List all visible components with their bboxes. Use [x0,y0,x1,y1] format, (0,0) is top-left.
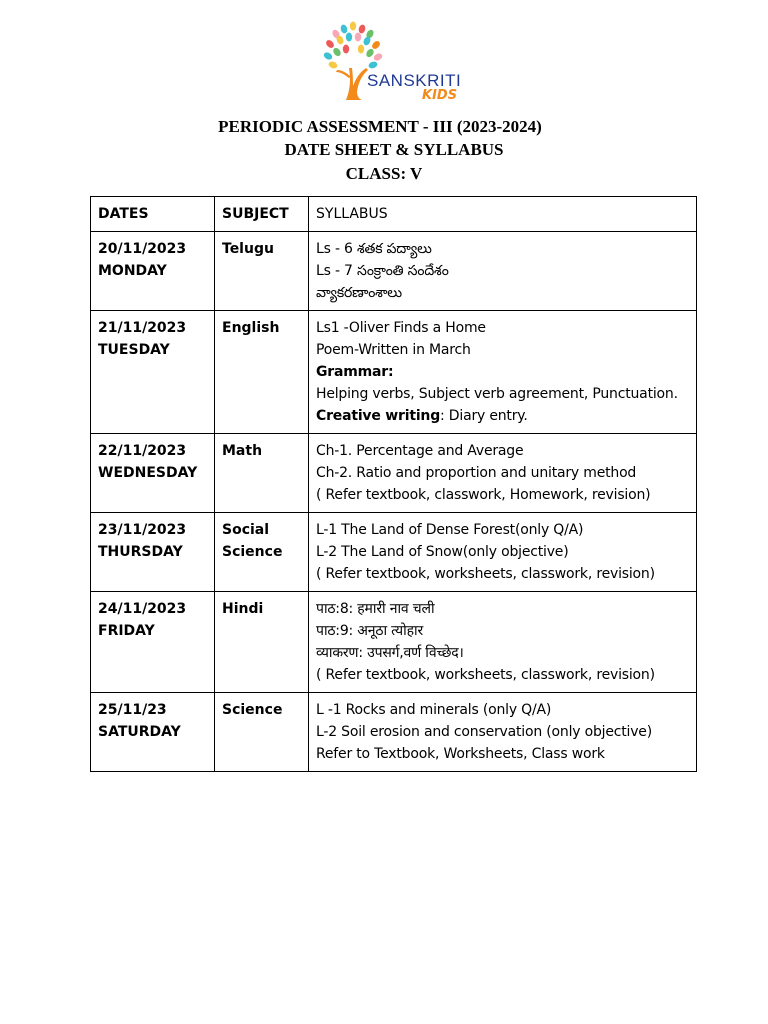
syllabus-text: Ch-2. Ratio and proportion and unitary method [316,465,637,481]
syllabus-text: L-2 The Land of Snow(only objective) [316,544,569,560]
column-header-dates: DATES [91,197,215,232]
syllabus-label: Creative writing [316,408,441,424]
column-header-syllabus: SYLLABUS [309,197,697,232]
syllabus-line [316,405,690,427]
syllabus-text: L-2 Soil erosion and conservation (only objective) [316,724,652,740]
syllabus-text: ( Refer textbook, worksheets, classwork, revision) [316,667,655,683]
syllabus-line [316,238,690,260]
syllabus-text: Helping verbs, Subject verb agreement, Punctuation. [316,386,678,402]
exam-day: SATURDAY [98,724,181,740]
syllabus-line [316,462,690,484]
subject-cell: Hindi [215,592,309,693]
syllabus-text: : Diary entry. [440,408,528,424]
table-row [91,693,697,772]
syllabus-text: Ls - 6 శతక పద్యాలు [316,241,432,257]
syllabus-cell [309,693,697,772]
exam-day: THURSDAY [98,544,183,560]
syllabus-cell [309,592,697,693]
exam-day: MONDAY [98,263,167,279]
syllabus-line [316,383,690,405]
subject-cell: Math [215,434,309,513]
syllabus-text: पाठ:8: हमारी नाव चली [316,601,435,617]
table-row [91,513,697,592]
table-row [91,434,697,513]
syllabus-line [316,282,690,304]
syllabus-line [316,620,690,642]
syllabus-text: L-1 The Land of Dense Forest(only Q/A) [316,522,584,538]
syllabus-line [316,743,690,765]
syllabus-line [316,519,690,541]
syllabus-cell [309,434,697,513]
syllabus-text: Poem-Written in March [316,342,471,358]
date-cell [91,693,215,772]
syllabus-line [316,260,690,282]
syllabus-line [316,541,690,563]
table-row [91,592,697,693]
date-sheet-table [90,196,697,772]
subject-cell: Social Science [215,513,309,592]
column-header-subject: SUBJECT [215,197,309,232]
syllabus-text: पाठ:9: अनूठा त्योहार [316,623,423,639]
syllabus-text: व्याकरण: उपसर्ग,वर्ण विच्छेद। [316,645,464,661]
syllabus-text: వ్యాకరణాంశాలు [316,285,402,301]
subject-cell: English [215,311,309,434]
syllabus-line [316,721,690,743]
date-cell [91,434,215,513]
syllabus-line [316,598,690,620]
syllabus-text: Ls - 7 సంక్రాంతి సందేశం [316,263,449,279]
syllabus-line [316,642,690,664]
table-header-row [91,197,697,232]
syllabus-cell [309,232,697,311]
school-logo [316,20,468,108]
syllabus-text: L -1 Rocks and minerals (only Q/A) [316,702,552,718]
class-label: CLASS: V [345,164,423,183]
logo-subtitle: KIDS [422,88,458,103]
document-title: DATE SHEET & SYLLABUS [284,140,504,159]
syllabus-line [316,699,690,721]
exam-day: FRIDAY [98,623,155,639]
exam-date: 24/11/2023 [98,601,187,617]
syllabus-line [316,361,690,383]
syllabus-text: Refer to Textbook, Worksheets, Class work [316,746,605,762]
syllabus-line [316,664,690,686]
assessment-title: PERIODIC ASSESSMENT - III (2023-2024) [218,117,542,136]
syllabus-cell [309,513,697,592]
syllabus-cell [309,311,697,434]
exam-day: WEDNESDAY [98,465,198,481]
exam-date: 25/11/23 [98,702,167,718]
date-cell [91,311,215,434]
syllabus-line [316,563,690,585]
syllabus-line [316,317,690,339]
syllabus-text: Ch-1. Percentage and Average [316,443,524,459]
exam-date: 21/11/2023 [98,320,187,336]
syllabus-label: Grammar: [316,364,394,380]
syllabus-line [316,440,690,462]
date-cell [91,513,215,592]
exam-date: 20/11/2023 [98,241,187,257]
syllabus-text: Ls1 -Oliver Finds a Home [316,320,486,336]
date-cell [91,592,215,693]
syllabus-line [316,339,690,361]
syllabus-line [316,484,690,506]
logo-name: SANSKRITI [367,71,462,90]
subject-cell: Telugu [215,232,309,311]
syllabus-text: ( Refer textbook, classwork, Homework, revision) [316,487,651,503]
table-row [91,232,697,311]
exam-day: TUESDAY [98,342,170,358]
exam-date: 22/11/2023 [98,443,187,459]
table-row [91,311,697,434]
syllabus-text: ( Refer textbook, worksheets, classwork, revision) [316,566,655,582]
exam-date: 23/11/2023 [98,522,187,538]
subject-cell: Science [215,693,309,772]
date-cell [91,232,215,311]
